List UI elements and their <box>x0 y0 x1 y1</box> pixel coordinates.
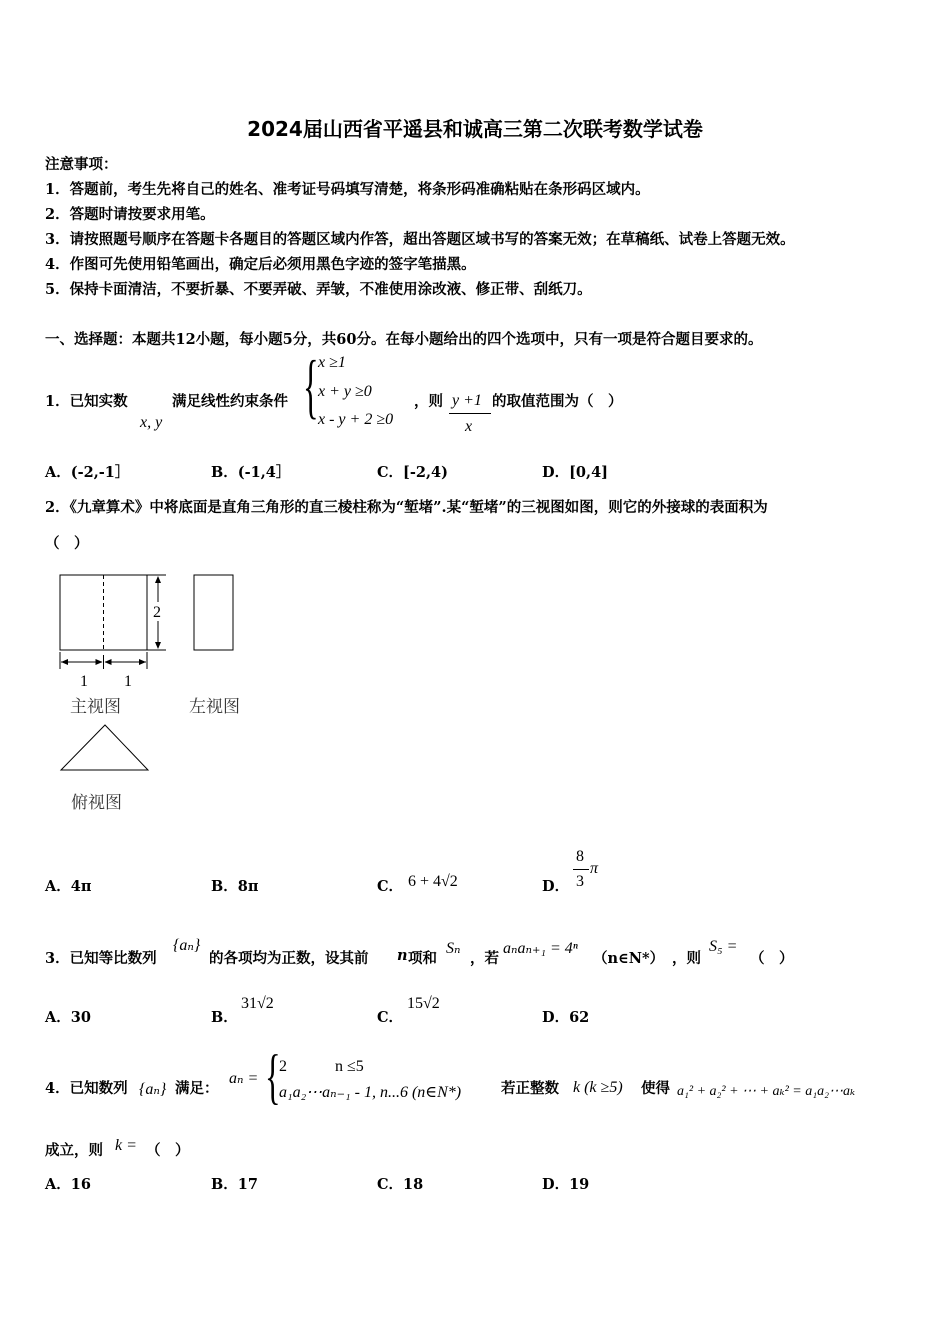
q2-option-b: B．8π <box>211 878 259 895</box>
height-label: 2 <box>153 604 161 621</box>
q1-fraction-denominator: x <box>465 418 473 435</box>
q3-option-c-value: 15√2 <box>407 995 440 1012</box>
left-view-rect <box>194 575 233 650</box>
q4-option-c: C．18 <box>377 1176 424 1193</box>
q4-option-b: B．17 <box>211 1176 258 1193</box>
q2-option-d-label: D． <box>542 878 570 895</box>
notice-item: 2．答题时请按要求用笔。 <box>45 206 215 223</box>
q3-paren: （ ） <box>750 950 794 967</box>
q2-option-d-denominator: 3 <box>576 873 584 890</box>
notice-item: 4．作图可先使用铅笔画出，确定后必须用黑色字迹的签字笔描黑。 <box>45 256 476 273</box>
q1-brace: { <box>303 346 319 426</box>
q3-mid: 的各项均为正数，设其前 <box>209 950 369 967</box>
q1-vars: x, y <box>140 414 163 431</box>
q3-option-b-value: 31√2 <box>241 995 274 1012</box>
notice-item: 3．请按照题号顺序在答题卡各题目的答题区域内作答，超出答题区域书写的答案无效；在草稿纸、试卷上答题无效。 <box>45 231 795 248</box>
q4-case-2: a₁a₂⋯aₙ₋₁ - 1, n...6 (n∈N*) <box>279 1084 462 1101</box>
q1-prefix: 1．已知实数 <box>45 393 128 410</box>
q4-mid: 满足： <box>175 1080 219 1097</box>
width-label-2: 1 <box>124 673 132 690</box>
q4-equation: a₁² + a₂² + ⋯ + aₖ² = a₁a₂⋯aₖ <box>677 1084 856 1099</box>
q1-suffix: 的取值范围为（ ） <box>492 393 623 410</box>
q3-expression: aₙaₙ₊₁ = 4ⁿ <box>503 940 578 957</box>
q3-mid2: 项和 <box>408 950 437 967</box>
q1-option-a: A．(-2,-1］ <box>45 464 130 481</box>
q4-shide: 使得 <box>641 1080 670 1097</box>
q2-line-2: （ ） <box>45 535 89 552</box>
q3-option-c-label: C． <box>377 1009 404 1026</box>
q1-fraction-numerator: y +1 <box>452 392 482 409</box>
q4-option-d: D．19 <box>542 1176 590 1193</box>
q1-constraint-2: x + y ≥0 <box>318 383 372 400</box>
q2-line-1: 2．《九章算术》中将底面是直角三角形的直三棱柱称为“堑堵”.某“堑堵”的三视图如图，则它的外接球的表面积为 <box>45 499 768 516</box>
q4-an: aₙ = <box>229 1070 259 1087</box>
q3-prefix: 3．已知等比数列 <box>45 950 157 967</box>
q3-option-b-label: B． <box>211 1009 238 1026</box>
q4-line2-a: 成立，则 <box>45 1142 103 1159</box>
section-heading: 一、选择题：本题共12小题，每小题5分，共60分。在每小题给出的四个选项中，只有一项是符合题目要求的。 <box>45 331 763 348</box>
q4-ruo: 若正整数 <box>501 1080 559 1097</box>
q2-option-c-value: 6 + 4√2 <box>408 873 458 890</box>
q3-ruo: ，若 <box>470 950 499 967</box>
arrow-up-icon <box>155 576 161 583</box>
q4-k: k (k ≥5) <box>573 1079 623 1096</box>
q1-option-c: C．[-2,4) <box>377 464 449 481</box>
q3-condition: （n∈N*） <box>593 950 665 967</box>
q3-n: n <box>397 947 408 964</box>
front-view-caption: 主视图 <box>70 697 121 717</box>
top-view-caption: 俯视图 <box>71 793 122 813</box>
q1-mid: 满足线性约束条件 <box>172 393 288 410</box>
top-view-triangle <box>61 725 148 770</box>
q4-case-1: 2 n ≤5 <box>279 1058 364 1075</box>
notice-heading: 注意事项： <box>45 156 118 173</box>
q1-option-d: D．[0,4] <box>542 464 609 481</box>
width-label-1: 1 <box>80 673 88 690</box>
q2-option-a: A．4π <box>45 878 92 895</box>
q3-then: ，则 <box>672 950 701 967</box>
q3-sequence: {aₙ} <box>173 937 201 954</box>
q4-option-a: A．16 <box>45 1176 91 1193</box>
q1-constraint-3: x - y + 2 ≥0 <box>318 411 394 428</box>
q1-constraint-1: x ≥1 <box>318 354 346 371</box>
arrow-right-icon <box>139 659 146 665</box>
arrow-left-icon <box>105 659 112 665</box>
q2-option-d-numerator: 8 <box>576 848 584 865</box>
q4-prefix: 4．已知数列 <box>45 1080 128 1097</box>
q4-sequence: {aₙ} <box>139 1081 167 1098</box>
arrow-down-icon <box>155 642 161 649</box>
q3-sn: Sₙ <box>446 940 461 957</box>
page-title: 2024届山西省平遥县和诚高三第二次联考数学试卷 <box>247 117 703 141</box>
arrow-left-icon <box>61 659 68 665</box>
q1-option-b: B．(-1,4］ <box>211 464 291 481</box>
q3-option-a: A．30 <box>45 1009 91 1026</box>
q2-option-d-fraction-line <box>573 869 589 870</box>
q2-option-c-label: C． <box>377 878 404 895</box>
arrow-right-icon <box>96 659 103 665</box>
notice-item: 1．答题前，考生先将自己的姓名、准考证号码填写清楚，将条形码准确粘贴在条形码区域内。 <box>45 181 650 198</box>
q3-s5: S₅ = <box>709 938 738 955</box>
q2-option-d-pi: π <box>590 860 599 877</box>
q1-then: ，则 <box>414 393 443 410</box>
q4-brace: { <box>265 1042 281 1111</box>
q4-line2-b: （ ） <box>146 1142 190 1159</box>
q3-option-d: D．62 <box>542 1009 590 1026</box>
left-view-caption: 左视图 <box>189 697 240 717</box>
q1-fraction-line <box>449 413 491 414</box>
notice-item: 5．保持卡面清洁，不要折暴、不要弄破、弄皱，不准使用涂改液、修正带、刮纸刀。 <box>45 281 592 298</box>
q4-line2-k: k = <box>115 1137 137 1154</box>
